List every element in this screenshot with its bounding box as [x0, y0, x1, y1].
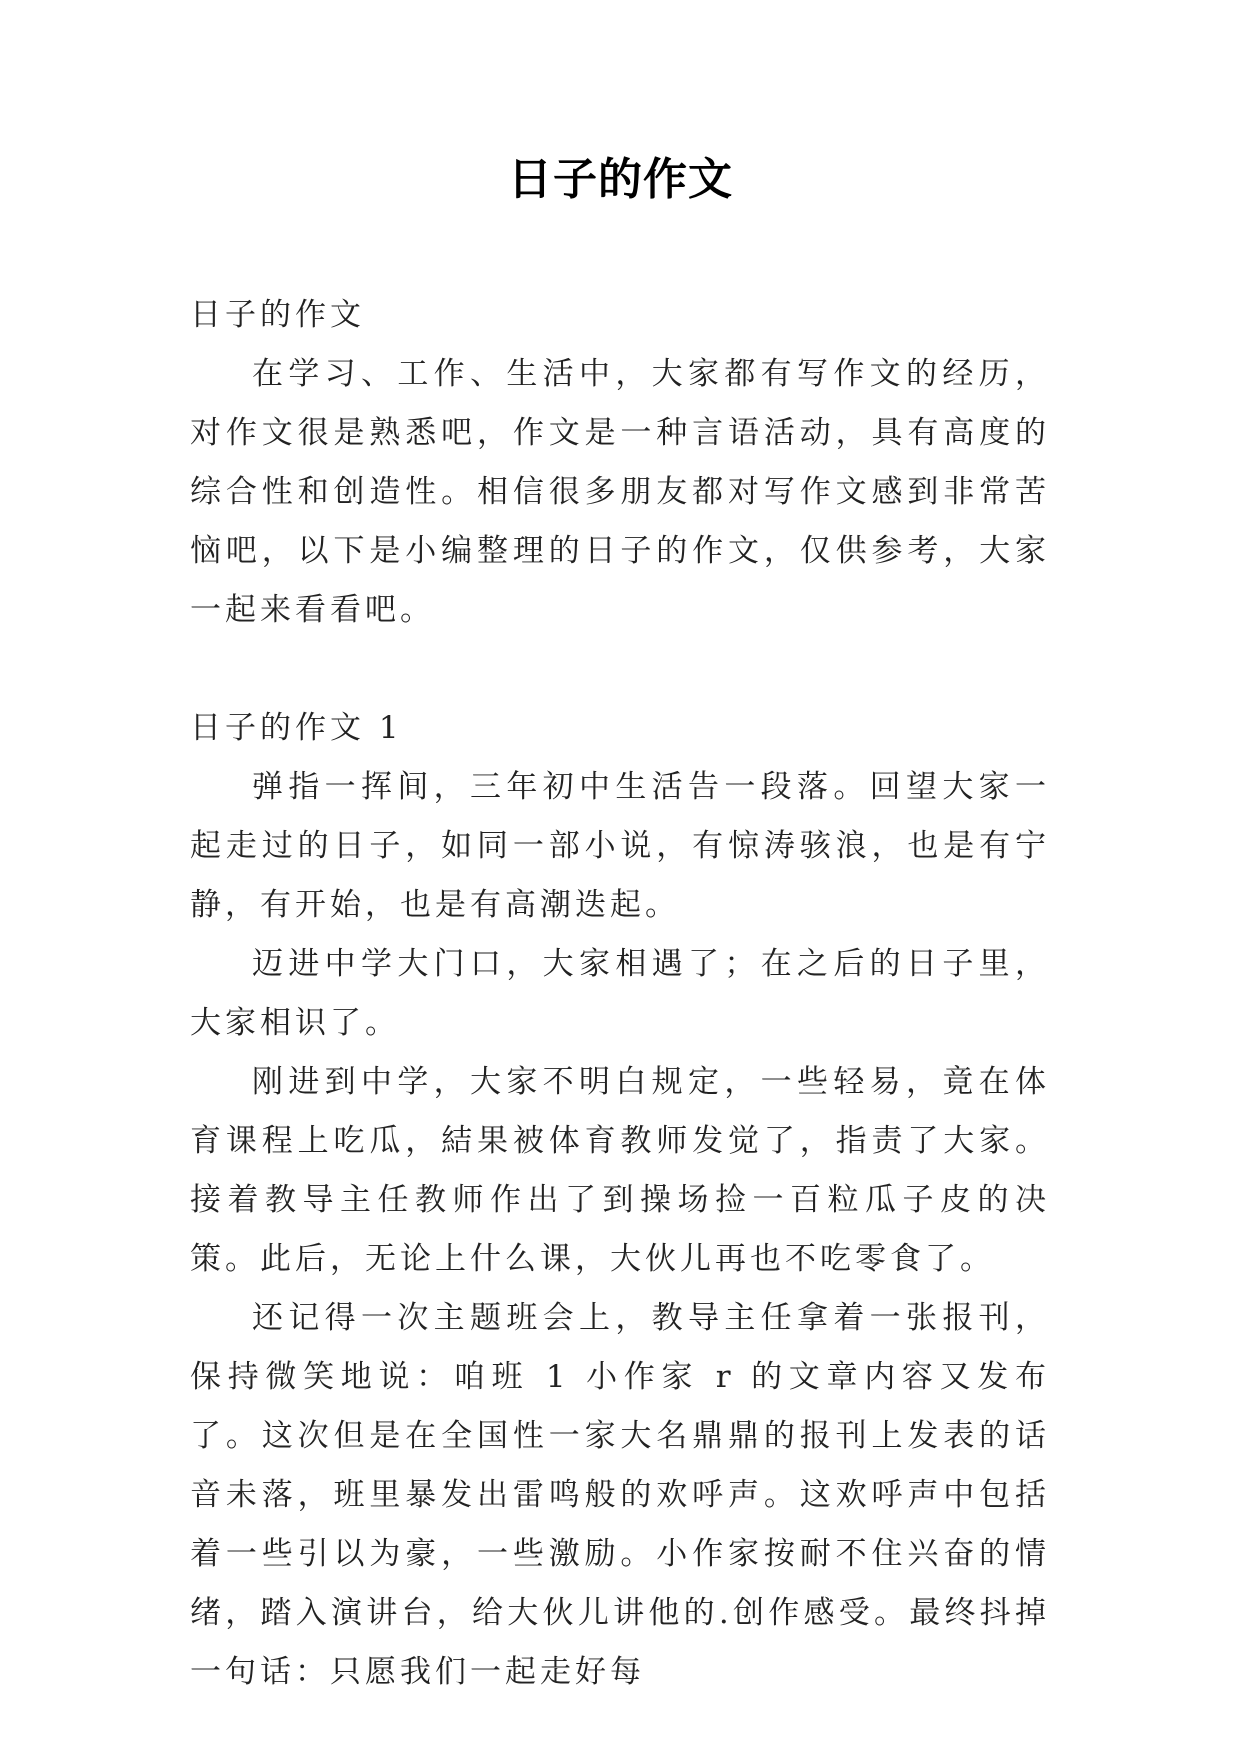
- body-paragraph: 刚进到中学，大家不明白规定，一些轻易，竟在体育课程上吃瓜，結果被体育教师发觉了，指责了大家。接着教导主任教师作出了到操场捡一百粒瓜子皮的决策。此后，无论上什么课，大伙儿再也不吃零食了。: [190, 1064, 1050, 1277]
- document-body: [190, 286, 1050, 1702]
- section-heading: 日子的作文 1: [190, 710, 403, 746]
- intro-paragraph: 在学习、工作、生活中，大家都有写作文的经历，对作文很是熟悉吧，作文是一种言语活动，具有高度的综合性和创造性。相信很多朋友都对写作文感到非常苦恼吧，以下是小编整理的日子的作文，仅供参考，大家一起来看看吧。: [190, 356, 1050, 628]
- subtitle: 日子的作文: [190, 297, 365, 333]
- body-paragraph: 弹指一挥间，三年初中生活告一段落。回望大家一起走过的日子，如同一部小说，有惊涛骇浪，也是有宁静，有开始，也是有高潮迭起。: [190, 769, 1050, 923]
- document-title: 日子的作文: [508, 154, 733, 205]
- body-paragraph: 还记得一次主题班会上，教导主任拿着一张报刊，保持微笑地说：咱班 1 小作家 r 的文章内容又发布了。这次但是在全国性一家大名鼎鼎的报刊上发表的话音未落，班里暴发出雷鸣般的欢呼声。这欢呼声中包括着一些引以为豪，一些激励。小作家按耐不住兴奋的情绪，踏入演讲台，给大伙儿讲他的.创作感受。最终抖掉一句话：只愿我们一起走好每: [190, 1300, 1050, 1690]
- body-paragraph: 迈进中学大门口，大家相遇了；在之后的日子里，大家相识了。: [190, 946, 1050, 1041]
- section-spacer: [190, 640, 1050, 699]
